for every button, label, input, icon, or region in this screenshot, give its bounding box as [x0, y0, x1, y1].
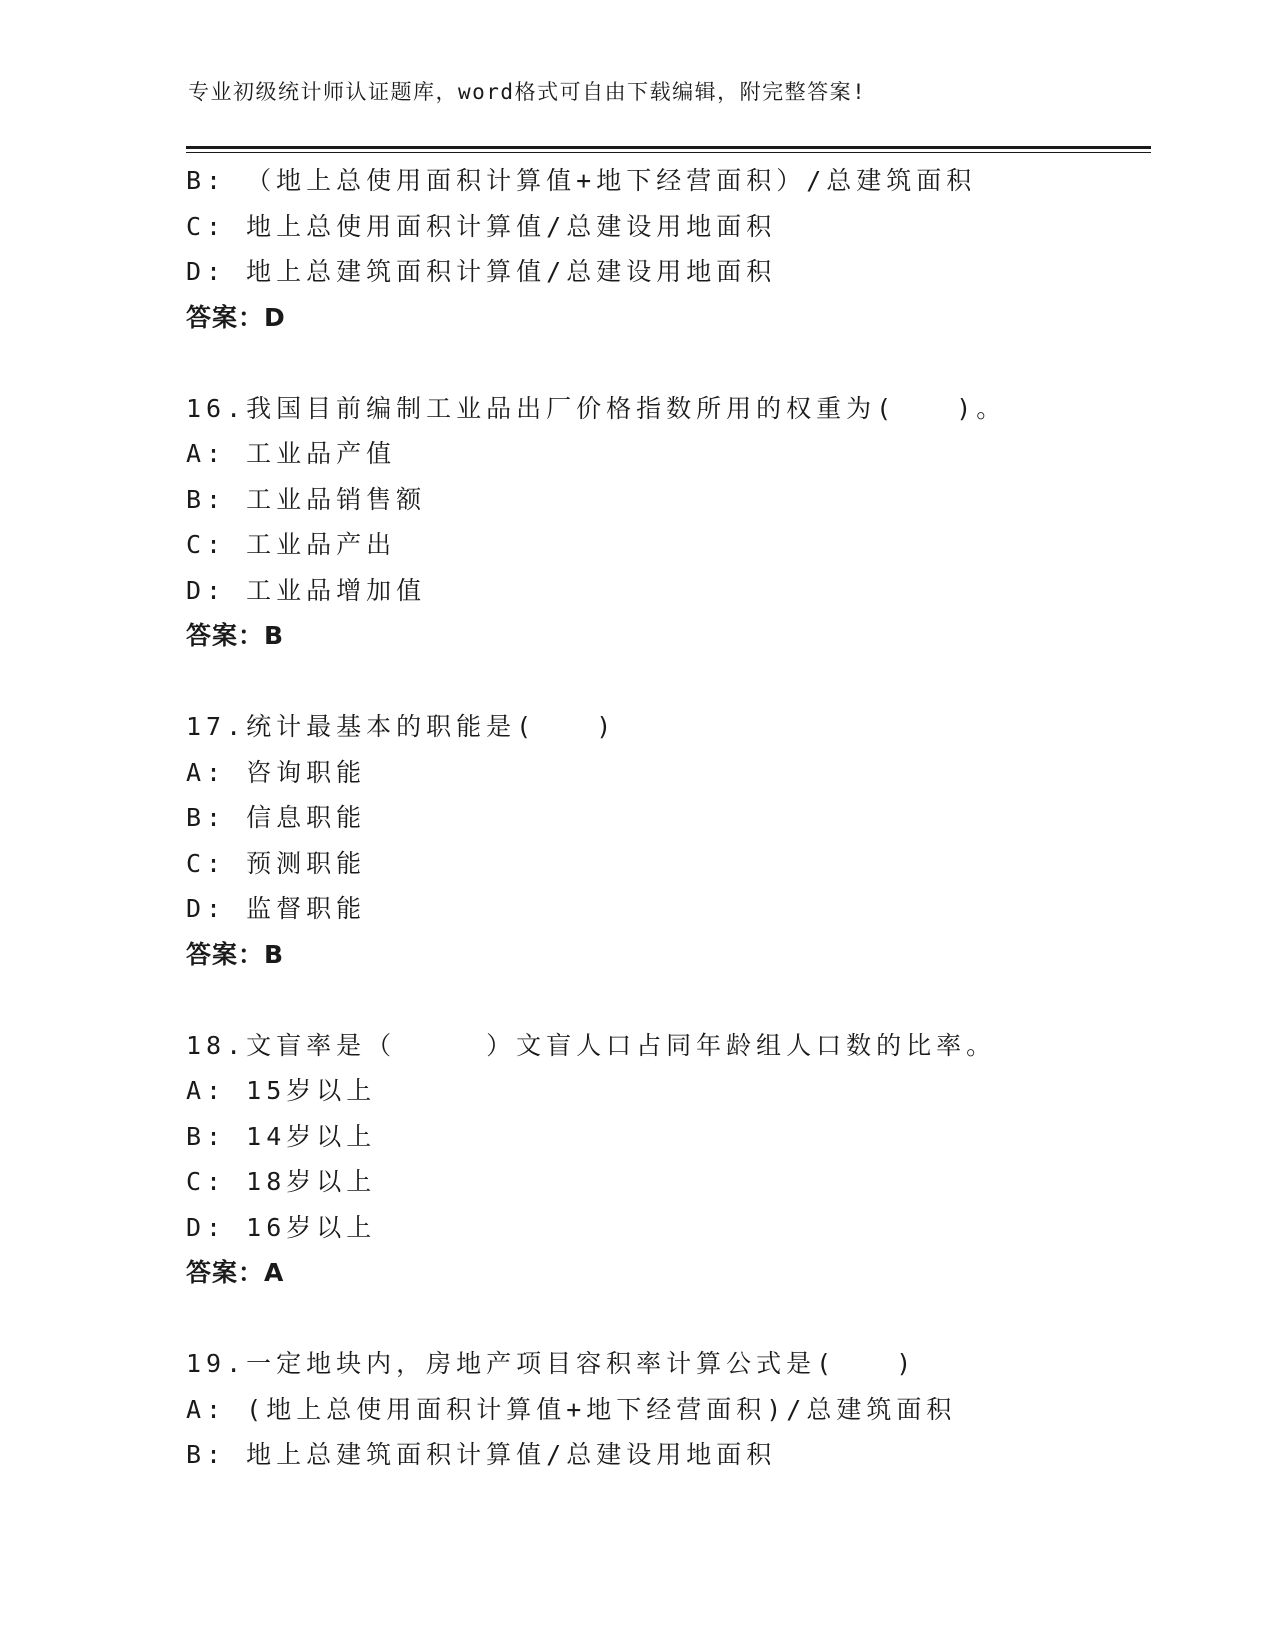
- question-text: 18.文盲率是（ ）文盲人口占同年龄组人口数的比率。: [186, 1030, 997, 1060]
- question-text: 16.我国目前编制工业品出厂价格指数所用的权重为( )。: [186, 393, 1007, 423]
- answer-line: 答案：D: [186, 302, 286, 332]
- option-d: D: 16岁以上: [186, 1212, 377, 1242]
- question-block-17: [186, 704, 1151, 977]
- header-rule-thick: [186, 146, 1151, 149]
- option-d: D: 监督职能: [186, 894, 367, 923]
- question-text: 19.一定地块内，房地产项目容积率计算公式是( ): [186, 1349, 917, 1378]
- option-c: C: 工业品产出: [186, 530, 397, 559]
- option-c: C: 预测职能: [186, 848, 367, 878]
- option-d: D: 工业品增加值: [186, 575, 427, 605]
- question-block-16: [186, 386, 1151, 659]
- option-b: B: 信息职能: [186, 803, 367, 832]
- question-block-19: [186, 1341, 1151, 1478]
- option-d: D: 地上总建筑面积计算值/总建设用地面积: [186, 257, 777, 286]
- option-a: A: 咨询职能: [186, 757, 367, 787]
- question-text: 17.统计最基本的职能是( ): [186, 712, 617, 741]
- option-b: B: （地上总使用面积计算值+地下经营面积）/总建筑面积: [186, 166, 977, 195]
- question-block-15: [186, 158, 1151, 340]
- answer-line: 答案：B: [186, 621, 285, 650]
- option-a: A: (地上总使用面积计算值+地下经营面积)/总建筑面积: [186, 1394, 957, 1424]
- option-c: C: 地上总使用面积计算值/总建设用地面积: [186, 211, 777, 241]
- option-a: A: 15岁以上: [186, 1076, 377, 1105]
- page-header: 专业初级统计师认证题库，word格式可自由下载编辑，附完整答案!: [188, 80, 867, 104]
- question-block-18: [186, 1023, 1151, 1296]
- option-b: B: 工业品销售额: [186, 484, 427, 514]
- option-b: B: 14岁以上: [186, 1121, 377, 1151]
- question-list: [186, 158, 1151, 1478]
- header-rule-thin: [186, 152, 1151, 153]
- option-b: B: 地上总建筑面积计算值/总建设用地面积: [186, 1440, 777, 1469]
- answer-line: 答案：B: [186, 939, 285, 969]
- answer-line: 答案：A: [186, 1258, 285, 1287]
- option-a: A: 工业品产值: [186, 439, 397, 468]
- option-c: C: 18岁以上: [186, 1167, 377, 1196]
